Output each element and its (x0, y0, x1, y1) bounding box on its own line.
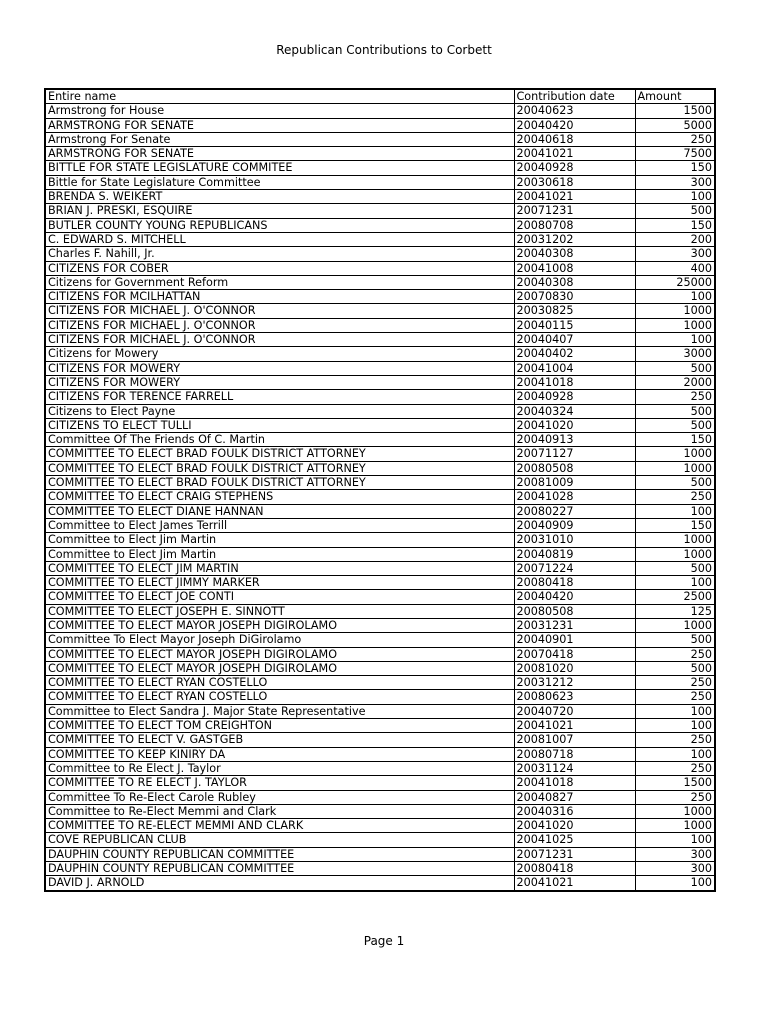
table-row (45, 161, 715, 175)
cell-entire-name: CITIZENS FOR MICHAEL J. O'CONNOR (45, 304, 514, 318)
cell-amount: 500 (635, 633, 715, 647)
cell-amount: 400 (635, 261, 715, 275)
cell-amount: 300 (635, 847, 715, 861)
cell-entire-name: Bittle for State Legislature Committee (45, 175, 514, 189)
table-row (45, 118, 715, 132)
cell-entire-name: Committee to Elect James Terrill (45, 518, 514, 532)
table-row (45, 390, 715, 404)
cell-amount: 150 (635, 433, 715, 447)
table-row (45, 819, 715, 833)
cell-contribution-date: 20041018 (514, 776, 635, 790)
table-row (45, 232, 715, 246)
header-contribution-date: Contribution date (514, 89, 635, 104)
cell-entire-name: CITIZENS FOR MICHAEL J. O'CONNOR (45, 333, 514, 347)
cell-contribution-date: 20071231 (514, 204, 635, 218)
cell-amount: 1000 (635, 804, 715, 818)
cell-amount: 250 (635, 690, 715, 704)
table-row (45, 175, 715, 189)
cell-amount: 100 (635, 747, 715, 761)
table-row (45, 347, 715, 361)
cell-amount: 100 (635, 504, 715, 518)
cell-contribution-date: 20030618 (514, 175, 635, 189)
cell-amount: 125 (635, 604, 715, 618)
cell-entire-name: Committee to Elect Sandra J. Major State Representative (45, 704, 514, 718)
cell-contribution-date: 20040402 (514, 347, 635, 361)
cell-entire-name: Committee To Re-Elect Carole Rubley (45, 790, 514, 804)
cell-contribution-date: 20040623 (514, 104, 635, 118)
cell-contribution-date: 20041018 (514, 375, 635, 389)
cell-amount: 100 (635, 704, 715, 718)
cell-entire-name: Citizens for Government Reform (45, 275, 514, 289)
cell-amount: 200 (635, 232, 715, 246)
header-entire-name: Entire name (45, 89, 514, 104)
cell-amount: 100 (635, 576, 715, 590)
cell-entire-name: Citizens for Mowery (45, 347, 514, 361)
cell-amount: 500 (635, 404, 715, 418)
cell-entire-name: DAVID J. ARNOLD (45, 876, 514, 891)
contributions-table (44, 88, 716, 892)
table-row (45, 719, 715, 733)
cell-contribution-date: 20040909 (514, 518, 635, 532)
cell-entire-name: COMMITTEE TO ELECT MAYOR JOSEPH DIGIROLAMO (45, 618, 514, 632)
cell-contribution-date: 20031124 (514, 761, 635, 775)
cell-contribution-date: 20040928 (514, 161, 635, 175)
cell-amount: 300 (635, 247, 715, 261)
cell-amount: 250 (635, 676, 715, 690)
table-row (45, 404, 715, 418)
cell-entire-name: BRENDA S. WEIKERT (45, 190, 514, 204)
cell-amount: 500 (635, 661, 715, 675)
table-row (45, 747, 715, 761)
cell-contribution-date: 20071231 (514, 847, 635, 861)
cell-contribution-date: 20080508 (514, 461, 635, 475)
cell-entire-name: Committee to Re Elect J. Taylor (45, 761, 514, 775)
cell-amount: 1500 (635, 104, 715, 118)
cell-contribution-date: 20080623 (514, 690, 635, 704)
cell-contribution-date: 20041021 (514, 719, 635, 733)
table-row (45, 704, 715, 718)
table-header-row (45, 89, 715, 104)
cell-amount: 2000 (635, 375, 715, 389)
cell-contribution-date: 20041020 (514, 418, 635, 432)
table-row (45, 433, 715, 447)
cell-amount: 1000 (635, 547, 715, 561)
cell-contribution-date: 20040928 (514, 390, 635, 404)
table-row (45, 647, 715, 661)
cell-entire-name: BUTLER COUNTY YOUNG REPUBLICANS (45, 218, 514, 232)
cell-contribution-date: 20040720 (514, 704, 635, 718)
cell-amount: 100 (635, 876, 715, 891)
cell-contribution-date: 20041021 (514, 190, 635, 204)
cell-entire-name: CITIZENS FOR MOWERY (45, 361, 514, 375)
cell-amount: 1000 (635, 533, 715, 547)
cell-contribution-date: 20040407 (514, 333, 635, 347)
cell-amount: 300 (635, 175, 715, 189)
table-row (45, 661, 715, 675)
table-row (45, 132, 715, 146)
cell-contribution-date: 20041021 (514, 876, 635, 891)
cell-entire-name: CITIZENS TO ELECT TULLI (45, 418, 514, 432)
cell-amount: 5000 (635, 118, 715, 132)
cell-amount: 100 (635, 190, 715, 204)
table-row (45, 533, 715, 547)
table-row (45, 547, 715, 561)
cell-contribution-date: 20080227 (514, 504, 635, 518)
cell-entire-name: COMMITTEE TO ELECT DIANE HANNAN (45, 504, 514, 518)
cell-amount: 500 (635, 561, 715, 575)
cell-entire-name: COMMITTEE TO ELECT MAYOR JOSEPH DIGIROLAMO (45, 661, 514, 675)
table-row (45, 190, 715, 204)
cell-entire-name: COMMITTEE TO ELECT MAYOR JOSEPH DIGIROLAMO (45, 647, 514, 661)
cell-entire-name: Armstrong For Senate (45, 132, 514, 146)
cell-contribution-date: 20040819 (514, 547, 635, 561)
cell-amount: 150 (635, 161, 715, 175)
cell-amount: 1000 (635, 819, 715, 833)
cell-contribution-date: 20040901 (514, 633, 635, 647)
table-row (45, 633, 715, 647)
cell-contribution-date: 20040420 (514, 118, 635, 132)
cell-amount: 150 (635, 218, 715, 232)
cell-contribution-date: 20041021 (514, 147, 635, 161)
cell-amount: 500 (635, 361, 715, 375)
cell-amount: 100 (635, 833, 715, 847)
cell-amount: 500 (635, 476, 715, 490)
cell-entire-name: COMMITTEE TO ELECT BRAD FOULK DISTRICT ATTORNEY (45, 476, 514, 490)
cell-entire-name: Committee Of The Friends Of C. Martin (45, 433, 514, 447)
cell-amount: 150 (635, 518, 715, 532)
cell-contribution-date: 20080418 (514, 576, 635, 590)
cell-entire-name: COMMITTEE TO ELECT JOSEPH E. SINNOTT (45, 604, 514, 618)
cell-amount: 100 (635, 290, 715, 304)
table-row (45, 375, 715, 389)
cell-amount: 1000 (635, 304, 715, 318)
table-row (45, 490, 715, 504)
cell-contribution-date: 20080718 (514, 747, 635, 761)
cell-contribution-date: 20040420 (514, 590, 635, 604)
table-row (45, 847, 715, 861)
cell-contribution-date: 20071127 (514, 447, 635, 461)
cell-entire-name: COVE REPUBLICAN CLUB (45, 833, 514, 847)
cell-amount: 250 (635, 761, 715, 775)
cell-amount: 3000 (635, 347, 715, 361)
cell-amount: 25000 (635, 275, 715, 289)
cell-entire-name: COMMITTEE TO RE-ELECT MEMMI AND CLARK (45, 819, 514, 833)
cell-entire-name: Charles F. Nahill, Jr. (45, 247, 514, 261)
cell-entire-name: DAUPHIN COUNTY REPUBLICAN COMMITTEE (45, 847, 514, 861)
cell-contribution-date: 20041025 (514, 833, 635, 847)
cell-contribution-date: 20030825 (514, 304, 635, 318)
cell-contribution-date: 20040308 (514, 275, 635, 289)
cell-contribution-date: 20040115 (514, 318, 635, 332)
cell-amount: 1000 (635, 447, 715, 461)
cell-entire-name: COMMITTEE TO KEEP KINIRY DA (45, 747, 514, 761)
header-amount: Amount (635, 89, 715, 104)
table-row (45, 275, 715, 289)
cell-contribution-date: 20040316 (514, 804, 635, 818)
cell-contribution-date: 20070830 (514, 290, 635, 304)
cell-contribution-date: 20041020 (514, 819, 635, 833)
cell-entire-name: Committee To Elect Mayor Joseph DiGirolamo (45, 633, 514, 647)
cell-amount: 1000 (635, 618, 715, 632)
table-row (45, 804, 715, 818)
cell-contribution-date: 20040913 (514, 433, 635, 447)
cell-entire-name: COMMITTEE TO ELECT BRAD FOULK DISTRICT ATTORNEY (45, 461, 514, 475)
cell-entire-name: COMMITTEE TO ELECT JOE CONTI (45, 590, 514, 604)
cell-contribution-date: 20080708 (514, 218, 635, 232)
table-row (45, 447, 715, 461)
table-row (45, 876, 715, 891)
table-row (45, 304, 715, 318)
cell-amount: 250 (635, 733, 715, 747)
cell-contribution-date: 20031202 (514, 232, 635, 246)
cell-amount: 100 (635, 333, 715, 347)
table-row (45, 204, 715, 218)
cell-entire-name: Citizens to Elect Payne (45, 404, 514, 418)
cell-contribution-date: 20081007 (514, 733, 635, 747)
table-row (45, 104, 715, 118)
cell-amount: 500 (635, 418, 715, 432)
table-row (45, 776, 715, 790)
cell-amount: 250 (635, 790, 715, 804)
table-row (45, 604, 715, 618)
table-row (45, 618, 715, 632)
cell-amount: 250 (635, 647, 715, 661)
table-row (45, 833, 715, 847)
table-row (45, 318, 715, 332)
cell-amount: 300 (635, 862, 715, 876)
cell-entire-name: CITIZENS FOR TERENCE FARRELL (45, 390, 514, 404)
cell-contribution-date: 20041028 (514, 490, 635, 504)
cell-entire-name: COMMITTEE TO ELECT JIMMY MARKER (45, 576, 514, 590)
table-row (45, 590, 715, 604)
cell-amount: 1000 (635, 461, 715, 475)
cell-amount: 250 (635, 490, 715, 504)
cell-amount: 250 (635, 390, 715, 404)
cell-entire-name: CITIZENS FOR MCILHATTAN (45, 290, 514, 304)
cell-entire-name: COMMITTEE TO ELECT TOM CREIGHTON (45, 719, 514, 733)
cell-entire-name: BRIAN J. PRESKI, ESQUIRE (45, 204, 514, 218)
table-row (45, 461, 715, 475)
table-row (45, 690, 715, 704)
table-row (45, 333, 715, 347)
table-row (45, 218, 715, 232)
cell-contribution-date: 20041008 (514, 261, 635, 275)
cell-entire-name: CITIZENS FOR COBER (45, 261, 514, 275)
cell-contribution-date: 20081020 (514, 661, 635, 675)
table-row (45, 576, 715, 590)
table-row (45, 418, 715, 432)
cell-entire-name: CITIZENS FOR MICHAEL J. O'CONNOR (45, 318, 514, 332)
cell-amount: 500 (635, 204, 715, 218)
table-row (45, 290, 715, 304)
table-row (45, 361, 715, 375)
document-title: Republican Contributions to Corbett (276, 43, 492, 57)
cell-amount: 7500 (635, 147, 715, 161)
table-row (45, 476, 715, 490)
cell-entire-name: Committee to Elect Jim Martin (45, 547, 514, 561)
cell-entire-name: Committee to Re-Elect Memmi and Clark (45, 804, 514, 818)
cell-entire-name: COMMITTEE TO ELECT V. GASTGEB (45, 733, 514, 747)
cell-entire-name: BITTLE FOR STATE LEGISLATURE COMMITEE (45, 161, 514, 175)
cell-entire-name: COMMITTEE TO RE ELECT J. TAYLOR (45, 776, 514, 790)
table-row (45, 733, 715, 747)
cell-amount: 2500 (635, 590, 715, 604)
cell-amount: 1500 (635, 776, 715, 790)
cell-amount: 250 (635, 132, 715, 146)
cell-entire-name: Committee to Elect Jim Martin (45, 533, 514, 547)
cell-entire-name: COMMITTEE TO ELECT CRAIG STEPHENS (45, 490, 514, 504)
table-row (45, 247, 715, 261)
cell-entire-name: COMMITTEE TO ELECT RYAN COSTELLO (45, 676, 514, 690)
cell-contribution-date: 20070418 (514, 647, 635, 661)
table-row (45, 761, 715, 775)
cell-entire-name: COMMITTEE TO ELECT BRAD FOULK DISTRICT ATTORNEY (45, 447, 514, 461)
cell-entire-name: CITIZENS FOR MOWERY (45, 375, 514, 389)
cell-contribution-date: 20081009 (514, 476, 635, 490)
cell-entire-name: COMMITTEE TO ELECT JIM MARTIN (45, 561, 514, 575)
page-number: Page 1 (363, 934, 405, 948)
cell-contribution-date: 20040618 (514, 132, 635, 146)
cell-contribution-date: 20080508 (514, 604, 635, 618)
cell-amount: 100 (635, 719, 715, 733)
cell-entire-name: ARMSTRONG FOR SENATE (45, 118, 514, 132)
table-row (45, 790, 715, 804)
cell-entire-name: ARMSTRONG FOR SENATE (45, 147, 514, 161)
cell-entire-name: C. EDWARD S. MITCHELL (45, 232, 514, 246)
cell-entire-name: DAUPHIN COUNTY REPUBLICAN COMMITTEE (45, 862, 514, 876)
table-row (45, 676, 715, 690)
table-row (45, 518, 715, 532)
cell-contribution-date: 20080418 (514, 862, 635, 876)
table-row (45, 561, 715, 575)
cell-entire-name: COMMITTEE TO ELECT RYAN COSTELLO (45, 690, 514, 704)
cell-contribution-date: 20071224 (514, 561, 635, 575)
cell-amount: 1000 (635, 318, 715, 332)
cell-contribution-date: 20041004 (514, 361, 635, 375)
table-row (45, 261, 715, 275)
cell-contribution-date: 20040308 (514, 247, 635, 261)
cell-contribution-date: 20040324 (514, 404, 635, 418)
cell-contribution-date: 20031010 (514, 533, 635, 547)
table-row (45, 504, 715, 518)
cell-entire-name: Armstrong for House (45, 104, 514, 118)
cell-contribution-date: 20031231 (514, 618, 635, 632)
cell-contribution-date: 20040827 (514, 790, 635, 804)
table-row (45, 862, 715, 876)
cell-contribution-date: 20031212 (514, 676, 635, 690)
table-row (45, 147, 715, 161)
